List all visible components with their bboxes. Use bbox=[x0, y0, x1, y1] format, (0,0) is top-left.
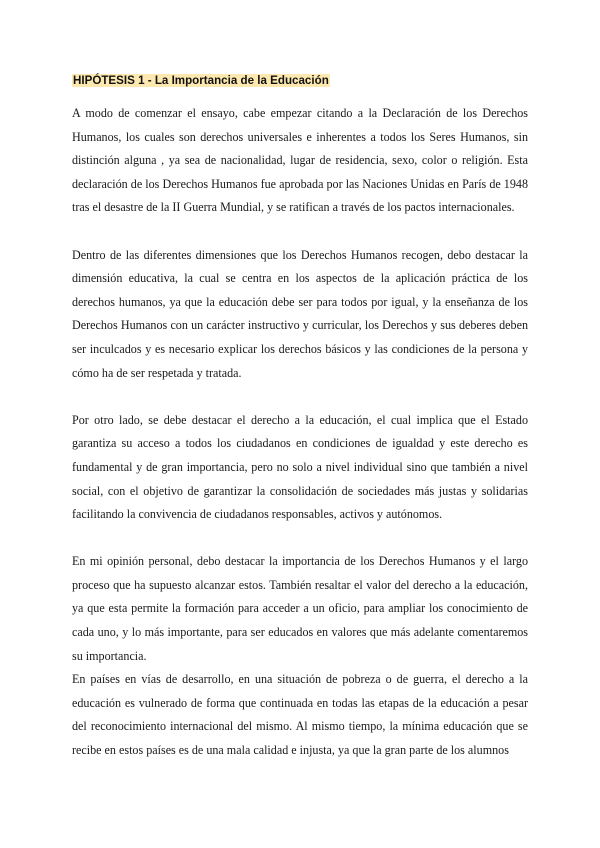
paragraph-5: En países en vías de desarrollo, en una situación de pobreza o de guerra, el derecho a la educación es vulnerado de forma que continuada en todas las etapas de la educación a pesar del reconocimiento internacional del mismo. Al mismo tiempo, la mínima educación que se recibe en estos países es de una mala calidad e injusta, ya que la gran parte de los alumnos bbox=[72, 672, 528, 758]
paragraph-3: Por otro lado, se debe destacar el derecho a la educación, el cual implica que el Estado garantiza su acceso a todos los ciudadanos en condiciones de igualdad y este derecho es fundamental y de gran importancia, pero no solo a nivel individual sino que también a nivel social, con el objetivo de garantizar la consolidación de sociedades más justas y solidarias facilitando la convivencia de ciudadanos responsables, activos y autónomos. bbox=[72, 412, 528, 522]
paragraph-2: Dentro de las diferentes dimensiones que los Derechos Humanos recogen, debo destacar la dimensión educativa, la cual se centra en los aspectos de la aplicación práctica de los derechos humanos, ya que la educación debe ser para todos por igual, y la enseñanza de los Derechos Humanos con un carácter instructivo y curricular, los Derechos y sus deberes deben ser inculcados y es necesario explicar los derechos básicos y las condiciones de la persona y cómo ha de ser respetada y tratada. bbox=[72, 247, 528, 380]
paragraph-4: En mi opinión personal, debo destacar la importancia de los Derechos Humanos y el largo proceso que ha supuesto alcanzar estos. También resaltar el valor del derecho a la educación, ya que esta permite la formación para acceder a un oficio, para ampliar los conocimiento de cada uno, y lo más importante, para ser educados en valores que más adelante comentaremos su importancia. bbox=[72, 554, 528, 663]
title-block bbox=[72, 71, 330, 87]
document-title: HIPÓTESIS 1 - La Importancia de la Educación bbox=[73, 74, 329, 87]
paragraph-1: A modo de comenzar el ensayo, cabe empezar citando a la Declaración de los Derechos Humanos, los cuales son derechos universales e inherentes a todos los Seres Humanos, sin distinción alguna , ya sea de nacionalidad, lugar de residencia, sexo, color o religión. Esta declaración de los Derechos Humanos fue aprobada por las Naciones Unidas en París de 1948 tras el desastre de la II Guerra Mundial, y se ratifican a través de los pactos internacionales. bbox=[72, 106, 528, 215]
document-body bbox=[72, 102, 528, 763]
